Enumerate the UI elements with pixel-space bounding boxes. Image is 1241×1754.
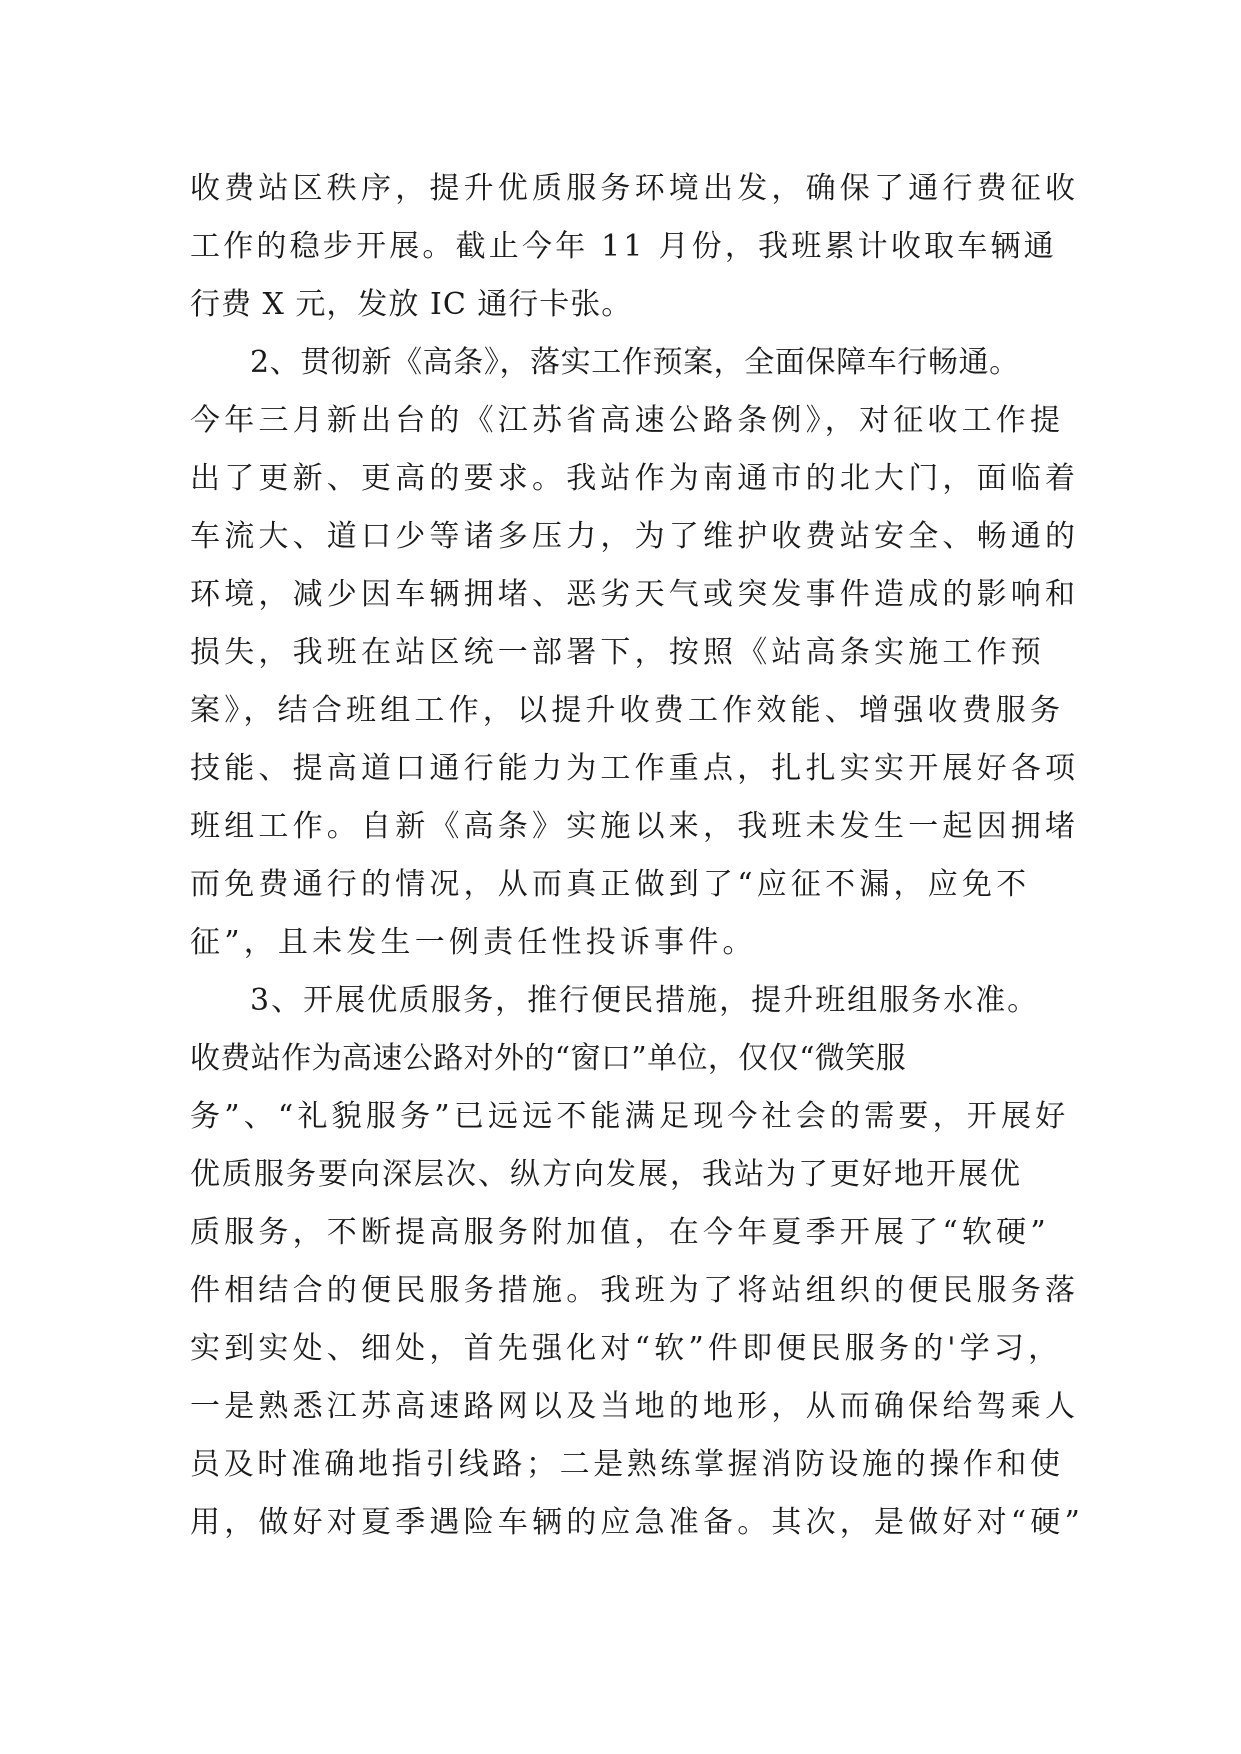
text-line: 征”，且未发生一例责任性投诉事件。: [190, 925, 757, 960]
text-line: 件相结合的便民服务措施。我班为了将站组织的便民服务落: [190, 1273, 1080, 1308]
text-line: 一是熟悉江苏高速路网以及当地的地形，从而确保给驾乘人: [190, 1389, 1080, 1424]
text-line: 而免费通行的情况，从而真正做到了“应征不漏，应免不: [190, 867, 1031, 902]
text-line: 质服务，不断提高服务附加值，在今年夏季开展了“软硬”: [190, 1215, 1050, 1250]
text-line: 环境，减少因车辆拥堵、恶劣天气或突发事件造成的影响和: [190, 577, 1080, 612]
text-line: 员及时准确地指引线路；二是熟练掌握消防设施的操作和使: [190, 1447, 1064, 1482]
text-line: 优质服务要向深层次、纵方向发展，我站为了更好地开展优: [190, 1157, 1022, 1192]
text-line: 实到实处、细处，首先强化对“软”件即便民服务的'学习，: [190, 1331, 1063, 1366]
paragraph-start-line: 2、贯彻新《高条》，落实工作预案，全面保障车行畅通。: [250, 345, 1020, 380]
text-line: 用，做好对夏季遇险车辆的应急准备。其次，是做好对“硬”: [190, 1505, 1085, 1540]
text-line: 损失，我班在站区统一部署下，按照《站高条实施工作预: [190, 635, 1045, 670]
text-line: 技能、提高道口通行能力为工作重点，扎扎实实开展好各项: [190, 751, 1080, 786]
text-line: 工作的稳步开展。截止今年 11 月份，我班累计收取车辆通: [190, 229, 1057, 264]
text-line: 出了更新、更高的要求。我站作为南通市的北大门，面临着: [190, 461, 1080, 496]
text-line: 务”、“礼貌服务”已远远不能满足现今社会的需要，开展好: [190, 1099, 1070, 1134]
body-text: [190, 160, 1085, 1552]
text-line: 案》，结合班组工作，以提升收费工作效能、增强收费服务: [190, 693, 1065, 728]
text-line: 收费站区秩序，提升优质服务环境出发，确保了通行费征收: [190, 171, 1080, 206]
text-line: 车流大、道口少等诸多压力，为了维护收费站安全、畅通的: [190, 519, 1080, 554]
text-line: 收费站作为高速公路对外的“窗口”单位，仅仅“微笑服: [190, 1041, 907, 1076]
text-line: 班组工作。自新《高条》实施以来，我班未发生一起因拥堵: [190, 809, 1080, 844]
text-line: 行费 X 元，发放 IC 通行卡张。: [190, 287, 633, 322]
paragraph-start-line: 3、开展优质服务，推行便民措施，提升班组服务水准。: [250, 983, 1040, 1018]
text-line: 今年三月新出台的《江苏省高速公路条例》，对征收工作提: [190, 403, 1065, 438]
